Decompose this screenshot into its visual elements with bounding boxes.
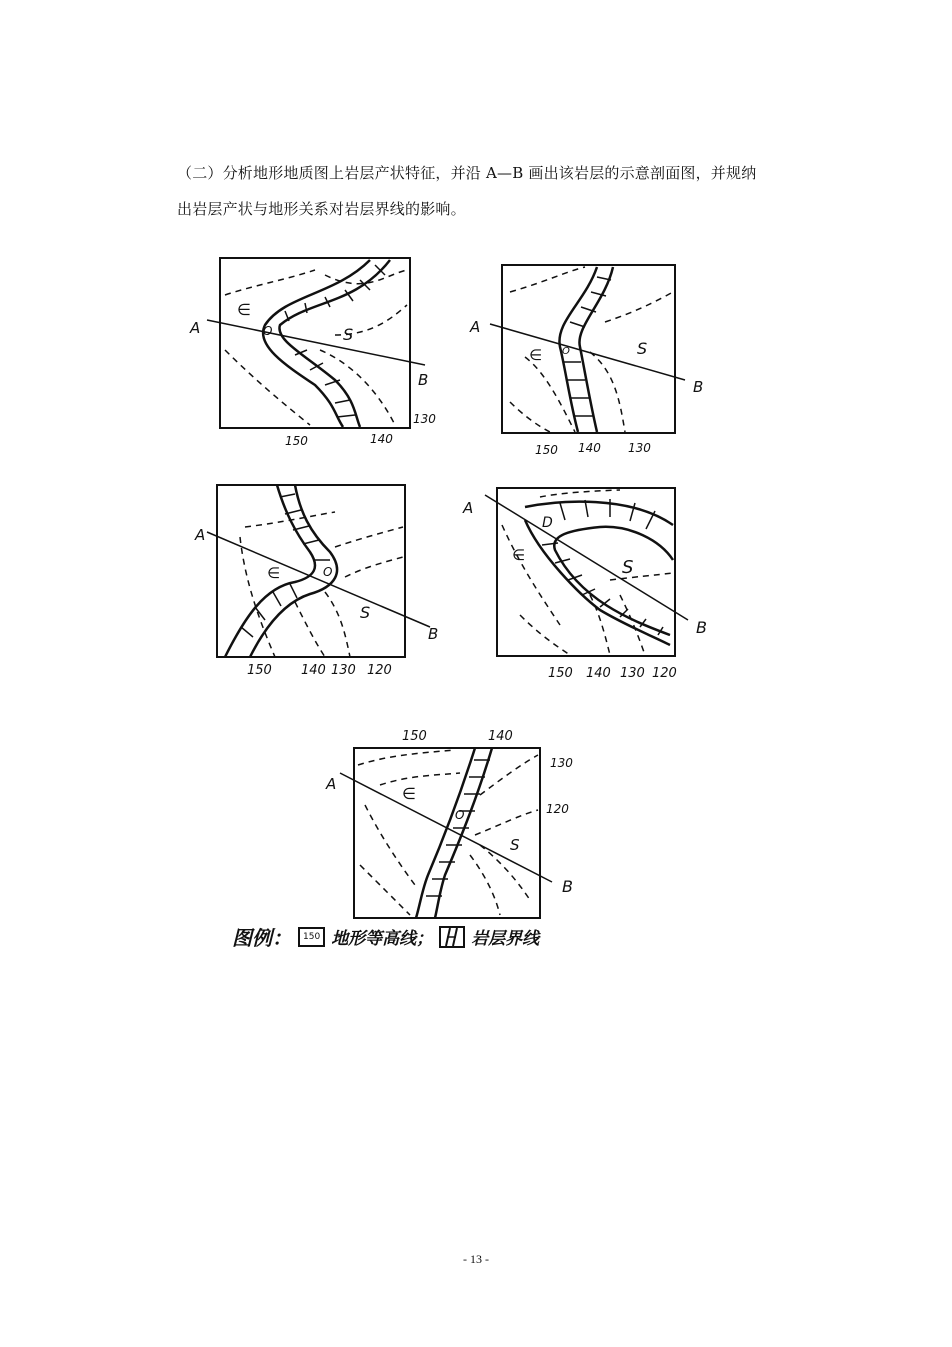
map5-contour-1: 150: [402, 729, 427, 744]
map2-contour-2: 140: [578, 441, 601, 455]
map2-point-a: A: [470, 318, 481, 336]
map1-point-a: A: [190, 319, 201, 337]
map2-stratum-1: ∈: [529, 346, 543, 364]
question-line-1: （二）分析地形地质图上岩层产状特征，并沿 A—B 画出该岩层的示意剖面图，并规纳: [177, 164, 757, 182]
map1-contour-1: 150: [285, 434, 308, 448]
map2-stratum-3: S: [637, 339, 648, 358]
map5-contour-4: 120: [546, 802, 569, 816]
map5-stratum-1: ∈: [402, 784, 416, 803]
map5-contour-2: 140: [488, 729, 513, 744]
map3-point-a: A: [195, 526, 206, 544]
map1-point-b: B: [418, 371, 429, 389]
map1-contour-2: 140: [370, 432, 393, 446]
map1-stratum-2: O: [263, 324, 273, 338]
question-line-2: 出岩层产状与地形关系对岩层界线的影响。: [177, 200, 466, 218]
question-paragraph: [143, 155, 823, 227]
legend-boundary-label: 岩层界线: [471, 929, 540, 949]
map2-point-b: B: [693, 378, 704, 396]
map4-stratum-3: S: [622, 557, 634, 578]
map4-contour-1: 150: [548, 666, 573, 681]
legend-title: 图例：: [232, 926, 292, 950]
geologic-map-1: [185, 255, 445, 459]
map4-point-a: A: [463, 499, 474, 517]
map4-stratum-2: D: [542, 515, 553, 531]
geologic-map-4: [460, 485, 720, 689]
map3-contour-4: 120: [367, 663, 392, 678]
legend-contour-sample: 150: [303, 931, 321, 942]
map3-stratum-3: S: [360, 603, 371, 622]
map2-stratum-2: O: [562, 346, 570, 357]
map4-contour-4: 120: [652, 666, 677, 681]
map5-stratum-3: S: [510, 836, 520, 854]
map1-stratum-3: S: [343, 325, 354, 344]
map2-contour-3: 130: [628, 441, 651, 455]
boundary-hatch-icon: [439, 926, 465, 948]
map5-point-a: A: [326, 775, 337, 793]
map5-point-b: B: [562, 877, 573, 896]
map3-contour-3: 130: [331, 663, 356, 678]
page-number: - 13 -: [463, 1252, 489, 1266]
map2-contour-1: 150: [535, 443, 558, 457]
map3-point-b: B: [428, 625, 439, 643]
legend-contour-label: 地形等高线；: [331, 929, 434, 949]
geologic-map-3: [185, 482, 445, 686]
map3-contour-2: 140: [301, 663, 326, 678]
map1-stratum-1: ∈: [237, 300, 251, 319]
map3-contour-1: 150: [247, 663, 272, 678]
contour-sample-icon: [298, 927, 325, 947]
map4-point-b: B: [696, 618, 707, 637]
map4-stratum-1: ∈: [512, 546, 526, 564]
map1-contour-3: 130: [413, 412, 436, 426]
map3-stratum-2: O: [323, 565, 333, 579]
map3-stratum-1: ∈: [267, 564, 281, 582]
geologic-map-2: [465, 262, 725, 466]
map5-stratum-2: O: [455, 808, 465, 822]
map4-contour-3: 130: [620, 666, 645, 681]
map4-contour-2: 140: [586, 666, 611, 681]
map5-contour-3: 130: [550, 756, 573, 770]
map-legend: [232, 922, 539, 951]
geologic-map-5: [320, 725, 600, 929]
